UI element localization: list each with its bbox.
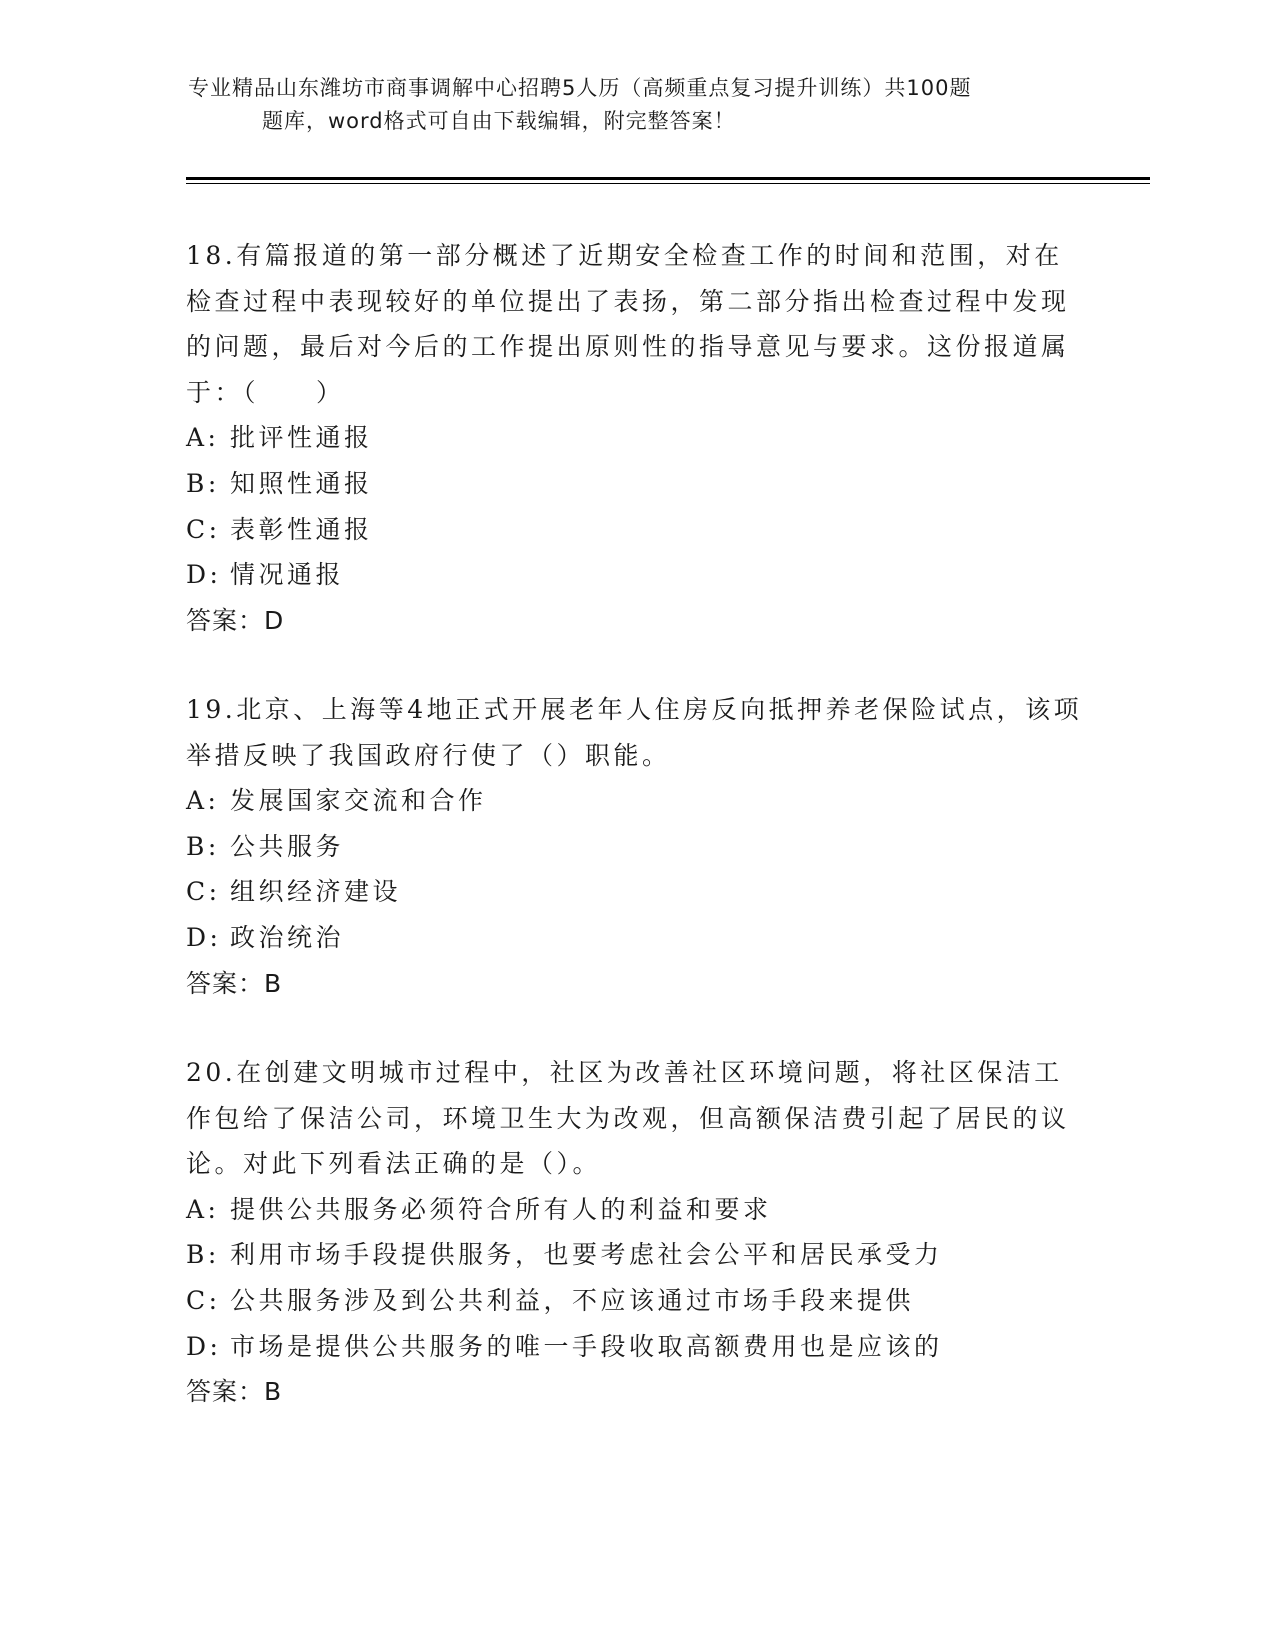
option-text: 发展国家交流和合作 [230,786,487,816]
question-stem: 20.在创建文明城市过程中，社区为改善社区环境问题，将社区保洁工作包给了保洁公司，环境卫生大为改观，但高额保洁费引起了居民的议论。对此下列看法正确的是（）。 [186,1058,1070,1179]
header-title-line1: 专业精品山东潍坊市商事调解中心招聘5人历（高频重点复习提升训练）共100题 [188,76,972,100]
option-text: 政治统治 [230,922,345,952]
header-rule-thin [186,183,1150,184]
question-stem: 18.有篇报道的第一部分概述了近期安全检查工作的时间和范围，对在检查过程中表现较好的单位提出了表扬，第二部分指出检查过程中发现的问题，最后对今后的工作提出原则性的指导意见与要求。这份报道属于：（ ） [186,241,1070,407]
option-b [186,461,1086,507]
option-c [186,507,1086,553]
header-rule-thick [186,177,1150,180]
option-letter: C: [186,1285,221,1315]
option-a [186,1187,1086,1233]
option-text: 公共服务 [230,831,345,861]
option-text: 情况通报 [230,560,345,590]
question-18 [186,233,1086,643]
option-text: 提供公共服务必须符合所有人的利益和要求 [230,1194,772,1224]
option-letter: D: [186,922,222,952]
answer-label: 答案：D [186,605,285,635]
option-b [186,1232,1086,1278]
answer-label: 答案：B [186,968,283,998]
header-title-line2: 题库，word格式可自由下载编辑，附完整答案！ [262,109,736,133]
option-text: 批评性通报 [230,423,373,453]
option-text: 知照性通报 [230,468,373,498]
option-letter: A: [186,1194,220,1224]
document-header [188,72,1088,138]
option-d [186,552,1086,598]
option-letter: A: [186,786,220,816]
question-19 [186,687,1086,1006]
option-letter: D: [186,560,222,590]
option-text: 市场是提供公共服务的唯一手段收取高额费用也是应该的 [230,1331,943,1361]
answer-label: 答案：B [186,1377,283,1407]
option-c [186,1278,1086,1324]
option-letter: B: [186,831,220,861]
option-c [186,869,1086,915]
option-letter: D: [186,1331,222,1361]
option-letter: C: [186,514,221,544]
option-text: 组织经济建设 [230,877,402,907]
option-d [186,1324,1086,1370]
option-letter: B: [186,468,220,498]
question-20 [186,1050,1086,1415]
option-letter: C: [186,877,221,907]
option-text: 表彰性通报 [230,514,373,544]
option-a [186,415,1086,461]
option-d [186,915,1086,961]
option-b [186,824,1086,870]
question-stem: 19.北京、上海等4地正式开展老年人住房反向抵押养老保险试点，该项举措反映了我国政府行使了（）职能。 [186,695,1083,770]
option-letter: A: [186,423,220,453]
option-letter: B: [186,1240,220,1270]
option-text: 公共服务涉及到公共利益，不应该通过市场手段来提供 [230,1285,915,1315]
option-text: 利用市场手段提供服务，也要考虑社会公平和居民承受力 [230,1240,943,1270]
option-a [186,778,1086,824]
